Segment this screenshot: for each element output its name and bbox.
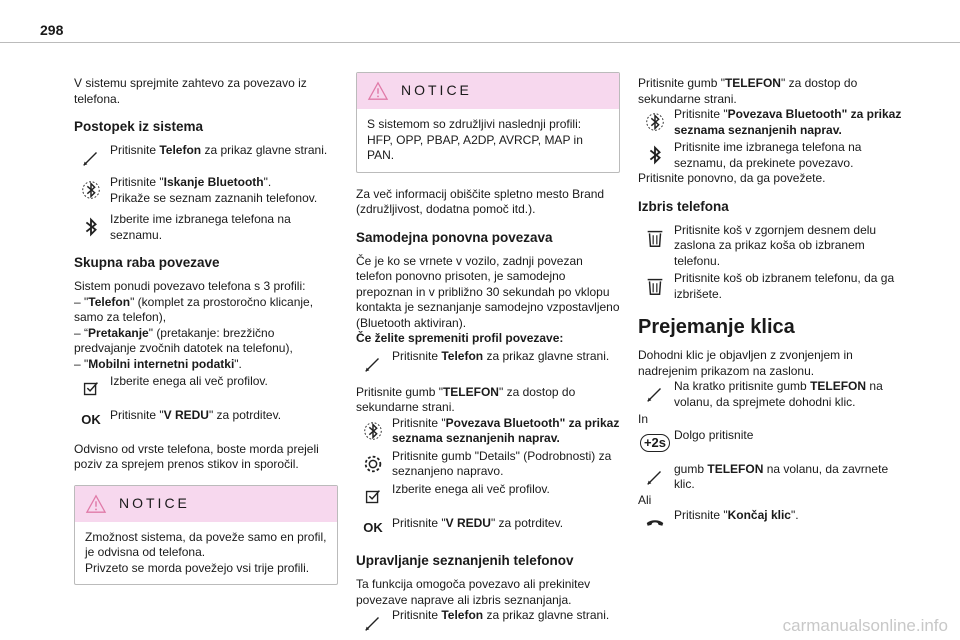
pencil-icon [74,143,108,169]
step-select-profiles: Izberite enega ali več profilov. [74,374,338,400]
pencil-icon [356,349,390,375]
column-1 [74,76,338,599]
notice-box-2 [356,72,620,173]
telefon-button-text: Pritisnite gumb "TELEFON" za dostop do sekundarne strani. [356,384,576,414]
step-select-phone: Izberite ime izbranega telefona na seznamu. [74,212,338,243]
warning-icon [85,494,107,514]
step-disconnect: Pritisnite ime izbranega telefona na seznamu, da prekinete povezavo. [638,140,902,171]
page-number: 298 [40,22,64,38]
step-telefon: Pritisnite Telefon za prikaz glavne strani. [356,349,620,375]
trash-icon [638,223,672,249]
notice-title: NOTICE [119,494,190,511]
pencil-icon [356,608,390,634]
bluetooth-search-icon [638,107,672,133]
pencil-icon [638,379,672,405]
heading-auto-reconnect: Samodejna ponovna povezava [356,229,553,245]
step-details: Pritisnite gumb "Details" (Podrobnosti) za seznanjeno napravo. [356,449,620,480]
heading-shared-connection: Skupna raba povezave [74,255,220,270]
step-confirm: OK Pritisnite "V REDU" za potrditev. [74,406,338,428]
heading-receive-call: Prejemanje klica [638,316,795,338]
notice-box-1 [74,485,338,586]
header-divider [0,42,960,43]
change-profile-text: Če želite spremeniti profil povezave: [356,331,564,345]
notice-text: S sistemom so združljivi naslednji profili: HFP, OPP, PBAP, A2DP, AVRCP, MAP in PAN. [367,117,583,162]
notice-title: NOTICE [401,82,472,99]
pencil-icon [638,462,672,488]
step-select-profiles: Izberite enega ali več profilov. [356,482,620,508]
telefon-button-text: Pritisnite gumb "TELEFON" za dostop do sekundarne strani. [638,76,858,106]
settings-gear-icon [356,449,390,475]
heading-delete-phone: Izbris telefona [638,198,729,214]
checkbox-edit-icon [74,374,108,400]
intro-text: V sistemu sprejmite zahtevo za povezavo iz telefona. [74,76,307,106]
incoming-call-text: Dohodni klic je objavljen z zvonjenjem in nadrejenim prikazom na zaslonu. [638,348,853,378]
column-2 [356,72,620,640]
step-trash-top: Pritisnite koš v zgornjem desnem delu zaslona za prikaz koša ob izbranem telefonu. [638,223,902,270]
profile-streaming: – “Pretakanje" (pretakanje: brezžično predvajanje zvočnih datotek na telefonu), [74,325,293,355]
step-trash-phone: Pritisnite koš ob izbranem telefonu, da ga izbrišete. [638,271,902,302]
step-accept-call: Na kratko pritisnite gumb TELEFON na volanu, da sprejmete dohodni klic. [638,379,902,410]
hang-up-icon [638,508,672,534]
step-end-call: Pritisnite "Končaj klic". [638,508,902,534]
or-text: Ali [638,492,652,507]
long-press-icon: +2s [638,428,672,452]
watermark: carmanualsonline.info [782,616,948,635]
heading-manage-phones: Upravljanje seznanjenih telefonov [356,553,574,568]
contacts-note: Odvisno od vrste telefona, boste morda prejeli poziv za sprejem prenos stikov in sporočil. [74,441,319,471]
notice-text: Zmožnost sistema, da poveže samo en profil, je odvisna od telefona. Privzeto se morda povežejo vsi trije profili. [85,529,327,575]
step-telefon: Pritisnite Telefon za prikaz glavne strani. [74,143,338,169]
step-long-press: +2s Dolgo pritisnite [638,428,902,452]
ok-icon: OK [363,519,383,535]
step-bluetooth-connection: Pritisnite "Povezava Bluetooth" za prikaz seznama seznanjenih naprav. [356,416,620,447]
or-text: In [638,412,649,426]
profile-mobile-data: – "Mobilni internetni podatki". [74,356,242,371]
bluetooth-icon [638,140,672,166]
checkbox-edit-icon [356,482,390,508]
step-bluetooth-connection: Pritisnite "Povezava Bluetooth" za prikaz seznama seznanjenih naprav. [638,107,902,138]
manage-phones-text: Ta funkcija omogoča povezavo ali prekinitev povezave naprave ali izbris seznanjanja. [356,577,591,607]
warning-icon [367,81,389,101]
reconnect-text: Pritisnite ponovno, da ga povežete. [638,171,826,185]
ok-icon: OK [81,412,101,427]
profiles-intro: Sistem ponudi povezavo telefona s 3 profili: [74,279,306,293]
bluetooth-search-icon [74,175,108,201]
step-bluetooth-search: Pritisnite "Iskanje Bluetooth". Prikaže se seznam zaznanih telefonov. [74,175,338,206]
profile-telefon: – "Telefon" (komplet za prostoročno klicanje, samo za telefon), [74,294,314,324]
trash-icon [638,271,672,297]
auto-reconnect-text: Če je ko se vrnete v vozilo, zadnji povezan telefon ponovno prisoten, je samodejno prepoznan in v približno 30 sekundah po vklopu kontakta je seznanjanje samodejno vzpostavljeno (Bluetooth aktiviran). [356,253,620,330]
heading-system-procedure: Postopek iz sistema [74,119,204,134]
more-info-text: Za več informacij obiščite spletno mesto Brand (združljivost, dodatna pomoč itd.). [356,186,605,216]
bluetooth-icon [74,212,108,238]
step-telefon: Pritisnite Telefon za prikaz glavne strani. [356,608,620,634]
bluetooth-search-icon [356,416,390,442]
column-3 [638,76,902,540]
step-reject-call: gumb TELEFON na volanu, da zavrnete klic. [638,462,902,493]
step-confirm: OK Pritisnite "V REDU" za potrditev. [356,514,620,536]
